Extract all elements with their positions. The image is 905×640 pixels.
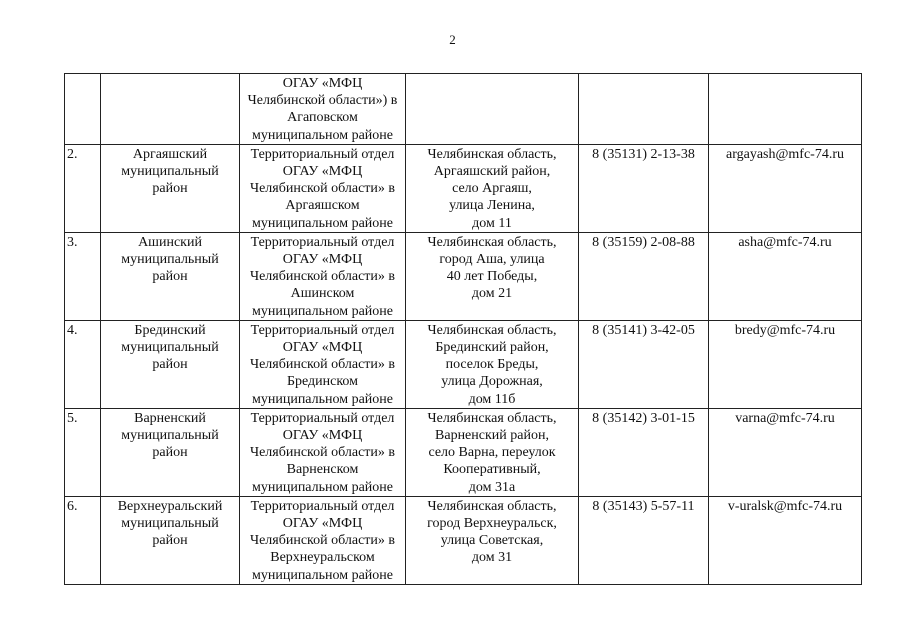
office-cell: [240, 144, 406, 232]
cell-line: Челябинская область,: [427, 146, 557, 162]
cell-line: ОГАУ «МФЦ: [282, 252, 363, 268]
cell-line: Территориальный отдел: [250, 146, 395, 162]
cell-line: муниципальный: [121, 164, 219, 180]
table-row: [65, 320, 862, 408]
phone-cell: 8 (35159) 2-08-88: [579, 232, 709, 320]
district-cell: [101, 74, 240, 145]
cell-line: Челябинской области» в: [249, 445, 396, 461]
page-number: 2: [449, 32, 456, 47]
cell-line: Агаповском: [287, 110, 358, 126]
phone-cell: [579, 74, 709, 145]
table-row: [65, 496, 862, 584]
cell-line: Челябинской области» в: [249, 181, 396, 197]
cell-line: дом 31: [471, 550, 513, 566]
cell-line: Территориальный отдел: [250, 498, 395, 514]
cell-line: город Верхнеуральск,: [427, 516, 557, 532]
cell-line: район: [152, 357, 188, 373]
email-cell: [709, 74, 862, 145]
address-cell: [406, 320, 579, 408]
cell-line: 40 лет Победы,: [446, 269, 538, 285]
cell-line: Кооперативный,: [443, 462, 541, 478]
address-cell: [406, 74, 579, 145]
mfc-offices-table: [64, 73, 862, 585]
table-row: [65, 232, 862, 320]
cell-line: Верхнеуральском: [270, 550, 375, 566]
district-cell: [101, 232, 240, 320]
office-cell: [240, 408, 406, 496]
office-cell: [240, 232, 406, 320]
cell-line: поселок Бреды,: [445, 357, 539, 373]
cell-line: Территориальный отдел: [250, 410, 395, 426]
cell-line: дом 11: [472, 215, 512, 231]
cell-line: дом 11б: [468, 391, 516, 407]
email-cell: argayash@mfc-74.ru: [709, 144, 862, 232]
cell-line: ОГАУ «МФЦ: [282, 164, 363, 180]
cell-line: Территориальный отдел: [250, 234, 395, 250]
office-cell: [240, 496, 406, 584]
table-row: [65, 408, 862, 496]
table-row: [65, 144, 862, 232]
cell-line: Челябинской области» в: [249, 533, 396, 549]
cell-line: район: [152, 181, 188, 197]
cell-line: Аргаяшском: [285, 198, 360, 214]
cell-line: ОГАУ «МФЦ: [282, 428, 363, 444]
table-body: [65, 74, 862, 585]
email-cell: varna@mfc-74.ru: [709, 408, 862, 496]
cell-line: муниципальный: [121, 516, 219, 532]
cell-line: Брединский: [134, 322, 206, 338]
cell-line: муниципальный: [121, 428, 219, 444]
cell-line: Челябинская область,: [427, 234, 557, 250]
cell-line: Ашинский: [138, 234, 202, 250]
cell-line: муниципальный: [121, 252, 219, 268]
row-number-cell: 5.: [65, 408, 101, 496]
cell-line: муниципальном районе: [251, 479, 394, 495]
cell-line: Брединский район,: [435, 340, 549, 356]
cell-line: Территориальный отдел: [250, 322, 395, 338]
cell-line: село Аргаяш,: [452, 181, 532, 197]
district-cell: [101, 496, 240, 584]
row-number-cell: 3.: [65, 232, 101, 320]
cell-line: муниципальном районе: [251, 391, 394, 407]
office-cell: [240, 320, 406, 408]
cell-line: улица Советская,: [440, 533, 544, 549]
cell-line: ОГАУ «МФЦ: [282, 516, 363, 532]
email-cell: asha@mfc-74.ru: [709, 232, 862, 320]
cell-line: Челябинская область,: [427, 410, 557, 426]
cell-line: Варненском: [286, 462, 359, 478]
cell-line: муниципальном районе: [251, 215, 394, 231]
cell-line: дом 31а: [468, 479, 516, 495]
cell-line: Варненский: [134, 410, 206, 426]
cell-line: Челябинской области» в: [249, 269, 396, 285]
email-cell: bredy@mfc-74.ru: [709, 320, 862, 408]
cell-line: Брединском: [286, 374, 359, 390]
address-cell: [406, 408, 579, 496]
table-row: [65, 74, 862, 145]
phone-cell: 8 (35141) 3-42-05: [579, 320, 709, 408]
cell-line: дом 21: [471, 286, 513, 302]
cell-line: улица Ленина,: [449, 198, 535, 214]
row-number-cell: [65, 74, 101, 145]
cell-line: Челябинская область,: [427, 498, 557, 514]
cell-line: ОГАУ «МФЦ: [282, 76, 363, 91]
row-number-cell: 2.: [65, 144, 101, 232]
cell-line: муниципальном районе: [251, 127, 394, 143]
cell-line: Варненский район,: [435, 428, 549, 444]
district-cell: [101, 408, 240, 496]
phone-cell: 8 (35131) 2-13-38: [579, 144, 709, 232]
phone-cell: 8 (35143) 5-57-11: [579, 496, 709, 584]
phone-cell: 8 (35142) 3-01-15: [579, 408, 709, 496]
cell-line: Челябинской области») в: [247, 93, 398, 109]
cell-line: Челябинской области» в: [249, 357, 396, 373]
cell-line: Челябинская область,: [427, 322, 557, 338]
cell-line: муниципальный: [121, 340, 219, 356]
cell-line: Аргаяшский: [132, 146, 208, 162]
cell-line: Аргаяшский район,: [433, 164, 551, 180]
office-cell: [240, 74, 406, 145]
cell-line: район: [152, 269, 188, 285]
row-number-cell: 4.: [65, 320, 101, 408]
cell-line: муниципальном районе: [251, 567, 394, 583]
cell-line: Верхнеуральский: [117, 498, 223, 514]
district-cell: [101, 320, 240, 408]
row-number-cell: 6.: [65, 496, 101, 584]
district-cell: [101, 144, 240, 232]
address-cell: [406, 144, 579, 232]
cell-line: улица Дорожная,: [441, 374, 543, 390]
cell-line: ОГАУ «МФЦ: [282, 340, 363, 356]
address-cell: [406, 496, 579, 584]
cell-line: Ашинском: [290, 286, 355, 302]
cell-line: район: [152, 445, 188, 461]
address-cell: [406, 232, 579, 320]
cell-line: муниципальном районе: [251, 303, 394, 319]
email-cell: v-uralsk@mfc-74.ru: [709, 496, 862, 584]
cell-line: город Аша, улица: [439, 252, 545, 268]
cell-line: район: [152, 533, 188, 549]
cell-line: село Варна, переулок: [428, 445, 556, 461]
